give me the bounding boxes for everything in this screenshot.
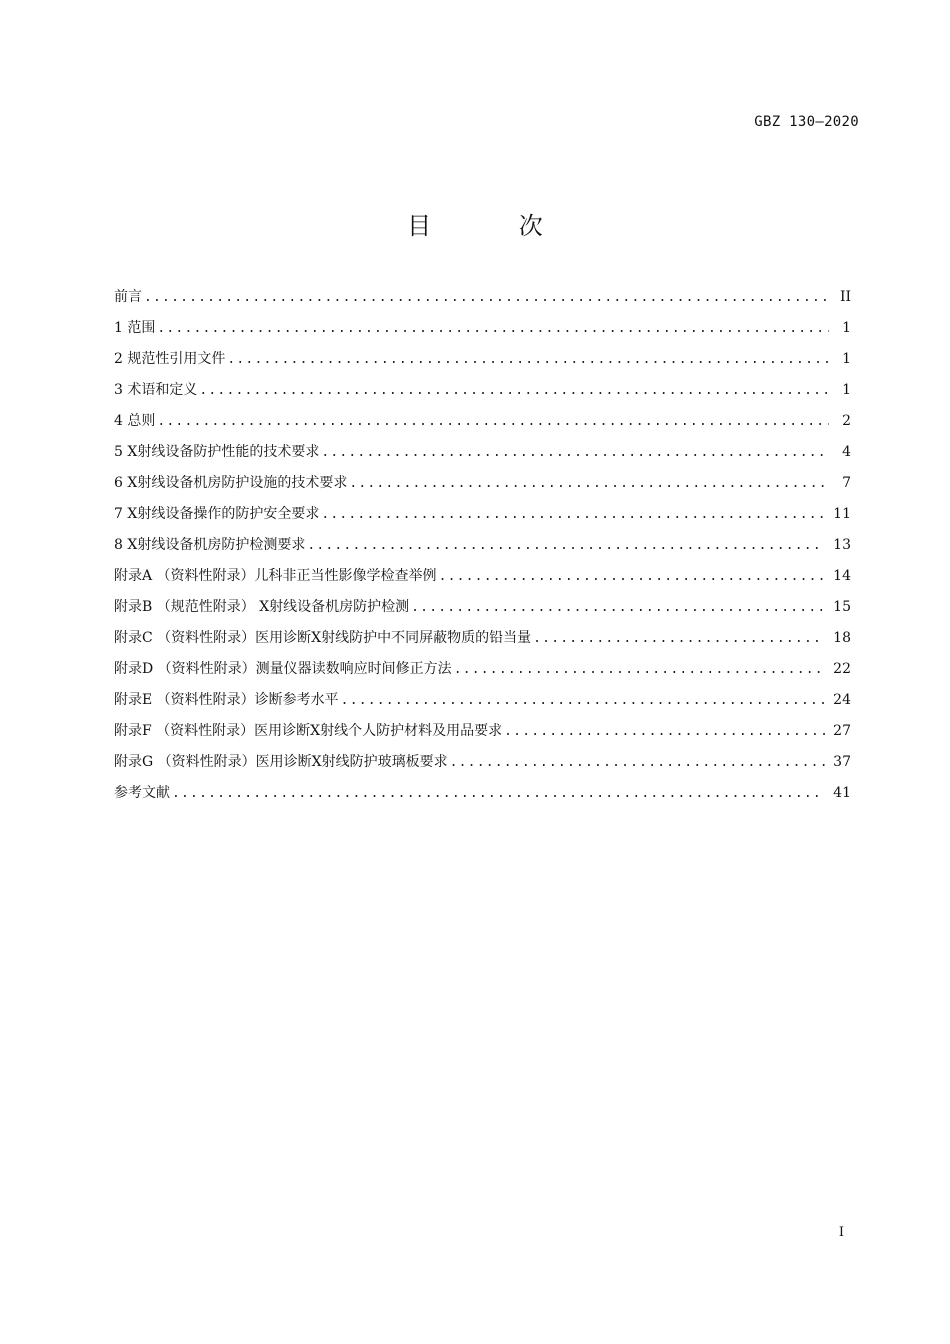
toc-entry-foreword[interactable]: [114, 286, 851, 317]
toc-entry-page: 18: [833, 630, 851, 646]
toc-entry-bibliography[interactable]: [114, 782, 851, 813]
toc-entry-normative-references[interactable]: [114, 348, 851, 379]
toc-entry-page: 24: [833, 692, 851, 708]
toc-entry-label: 1 范围: [114, 320, 156, 336]
toc-entry-label: 附录F （资料性附录）医用诊断X射线个人防护材料及用品要求: [114, 723, 503, 739]
toc-leader-dots: [411, 600, 825, 615]
toc-entry-page: 2: [842, 413, 851, 429]
toc-entry-page: 13: [833, 537, 851, 553]
toc-leader-dots: [227, 352, 829, 367]
toc-leader-dots: [321, 507, 825, 522]
toc-entry-label: 附录B （规范性附录） X射线设备机房防护检测: [114, 599, 410, 615]
toc-leader-dots: [199, 383, 829, 398]
toc-entry-section-7[interactable]: [114, 503, 851, 534]
toc-entry-page: 15: [833, 599, 851, 615]
toc-entry-page: 37: [833, 754, 851, 770]
toc-entry-label: 7 X射线设备操作的防护安全要求: [114, 506, 320, 522]
toc-entry-page: 27: [833, 723, 851, 739]
toc-entry-appendix-g[interactable]: [114, 751, 851, 782]
toc-entry-label: 附录A （资料性附录）儿科非正当性影像学检查举例: [114, 568, 437, 584]
toc-entry-appendix-f[interactable]: [114, 720, 851, 751]
toc-leader-dots: [172, 786, 825, 801]
toc-entry-appendix-c[interactable]: [114, 627, 851, 658]
toc-leader-dots: [450, 755, 826, 770]
toc-leader-dots: [349, 476, 829, 491]
toc-entry-general[interactable]: [114, 410, 851, 441]
toc-entry-label: 附录G （资料性附录）医用诊断X射线防护玻璃板要求: [114, 754, 448, 770]
toc-entry-label: 附录C （资料性附录）医用诊断X射线防护中不同屏蔽物质的铅当量: [114, 630, 532, 646]
toc-entry-appendix-d[interactable]: [114, 658, 851, 689]
toc-entry-page: II: [839, 289, 851, 305]
toc-entry-page: 4: [842, 444, 851, 460]
toc-entry-page: 7: [842, 475, 851, 491]
toc-entry-page: 1: [842, 351, 851, 367]
toc-leader-dots: [439, 569, 826, 584]
toc-entry-label: 5 X射线设备防护性能的技术要求: [114, 444, 320, 460]
toc-entry-section-6[interactable]: [114, 472, 851, 503]
toc-leader-dots: [157, 321, 829, 336]
toc-entry-section-8[interactable]: [114, 534, 851, 565]
toc-entry-page: 1: [842, 382, 851, 398]
toc-leader-dots: [307, 538, 825, 553]
toc-entry-section-5[interactable]: [114, 441, 851, 472]
page-title: 目 次: [407, 212, 583, 240]
toc-leader-dots: [341, 693, 826, 708]
toc-entry-label: 8 X射线设备机房防护检测要求: [114, 537, 306, 553]
toc-leader-dots: [504, 724, 825, 739]
toc-entry-scope[interactable]: [114, 317, 851, 348]
page-number: I: [838, 1225, 844, 1240]
toc-entry-page: 14: [833, 568, 851, 584]
toc-entry-appendix-a[interactable]: [114, 565, 851, 596]
table-of-contents: [114, 286, 851, 813]
toc-entry-appendix-b[interactable]: [114, 596, 851, 627]
toc-leader-dots: [144, 290, 829, 305]
toc-leader-dots: [454, 662, 825, 677]
toc-entry-terms-definitions[interactable]: [114, 379, 851, 410]
toc-entry-page: 1: [842, 320, 851, 336]
toc-entry-label: 参考文献: [114, 785, 170, 801]
toc-entry-label: 6 X射线设备机房防护设施的技术要求: [114, 475, 348, 491]
toc-entry-label: 3 术语和定义: [114, 382, 198, 398]
standard-code: GBZ 130—2020: [754, 114, 859, 130]
toc-entry-label: 前言: [114, 289, 142, 305]
toc-entry-label: 2 规范性引用文件: [114, 351, 226, 367]
toc-entry-page: 41: [833, 785, 851, 801]
toc-entry-label: 附录D （资料性附录）测量仪器读数响应时间修正方法: [114, 661, 452, 677]
toc-leader-dots: [157, 414, 829, 429]
toc-leader-dots: [321, 445, 829, 460]
toc-leader-dots: [533, 631, 825, 646]
toc-entry-page: 11: [833, 506, 851, 522]
toc-entry-label: 附录E （资料性附录）诊断参考水平: [114, 692, 339, 708]
toc-entry-label: 4 总则: [114, 413, 156, 429]
toc-entry-appendix-e[interactable]: [114, 689, 851, 720]
toc-entry-page: 22: [833, 661, 851, 677]
